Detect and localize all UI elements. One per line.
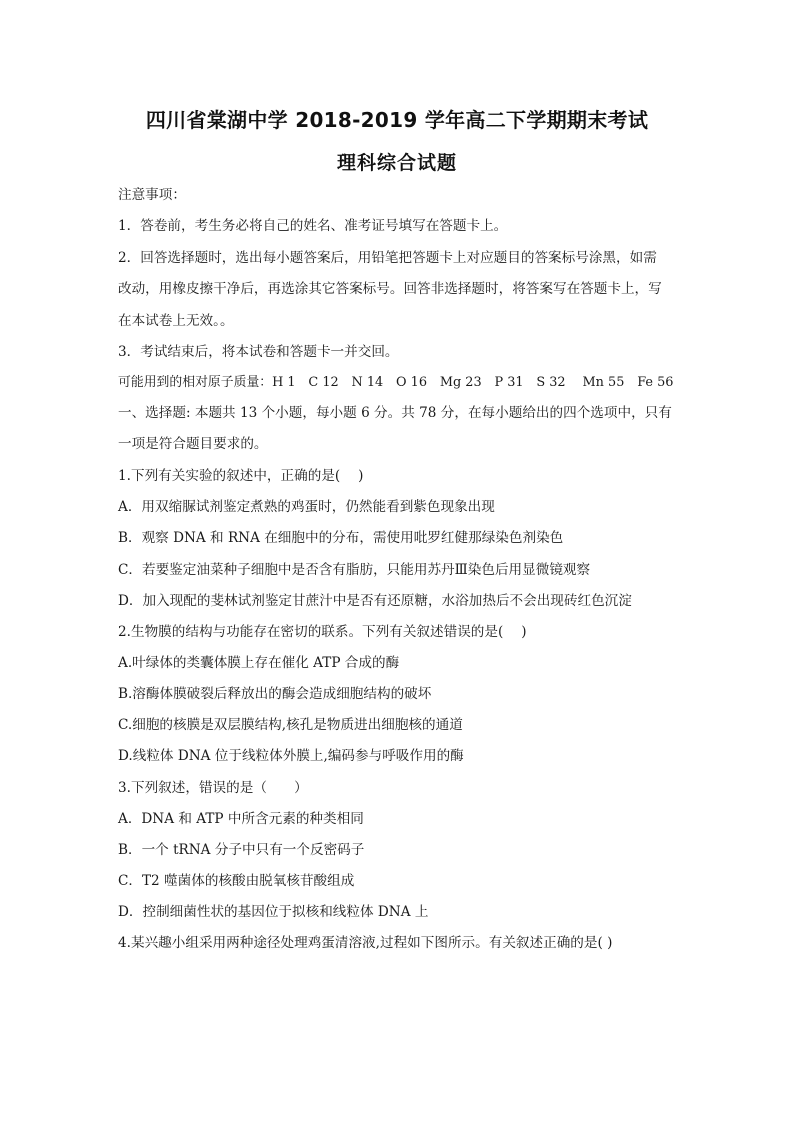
question-2-stem: 2.生物膜的结构与功能存在密切的联系。下列有关叙述错误的是( ) (118, 624, 527, 640)
question-1-option-b: B．观察 DNA 和 RNA 在细胞中的分布，需使用吡罗红健那绿染色剂染色 (118, 530, 564, 546)
question-2-option-d: D.线粒体 DNA 位于线粒体外膜上,编码参与呼吸作用的酶 (118, 748, 464, 764)
section-1-instructions: 一、选择题: 本题共 13 个小题，每小题 6 分。共 78 分，在每小题给出的四个选项中，只有 (118, 405, 672, 421)
question-3-stem: 3.下列叙述，错误的是（ ） (118, 780, 308, 796)
question-2-option-b: B.溶酶体膜破裂后释放出的酶会造成细胞结构的破坏 (118, 686, 432, 702)
question-3-option-d: D．控制细菌性状的基因位于拟核和线粒体 DNA 上 (118, 904, 429, 920)
question-1-option-c: C．若要鉴定油菜种子细胞中是否含有脂肪，只能用苏丹Ⅲ染色后用显微镜观察 (118, 562, 591, 578)
notice-item-2-line-3: 在本试卷上无效。。 (118, 313, 234, 329)
exam-title: 四川省棠湖中学 2018-2019 学年高二下学期期末考试 (145, 108, 649, 132)
notice-item-2-line-1: 2．回答选择题时，选出每小题答案后，用铅笔把答题卡上对应题目的答案标号涂黑，如需 (118, 250, 657, 266)
question-2-option-a: A.叶绿体的类囊体膜上存在催化 ATP 合成的酶 (118, 655, 400, 671)
notice-item-1: 1．答卷前，考生务必将自己的姓名、准考证号填写在答题卡上。 (118, 218, 508, 234)
atomic-masses: 可能用到的相对原子质量：H 1 C 12 N 14 O 16 Mg 23 P 31 S 32 Mn 55 Fe 56 (118, 375, 674, 390)
question-3-option-a: A．DNA 和 ATP 中所含元素的种类相同 (118, 811, 364, 827)
question-1-stem: 1.下列有关实验的叙述中，正确的是( ) (118, 468, 364, 484)
question-3-option-b: B．一个 tRNA 分子中只有一个反密码子 (118, 842, 365, 858)
exam-subtitle: 理科综合试题 (336, 152, 457, 174)
notice-item-3: 3．考试结束后，将本试卷和答题卡一并交回。 (118, 344, 399, 360)
question-4-stem: 4.某兴趣小组采用两种途径处理鸡蛋清溶液,过程如下图所示。有关叙述正确的是( ) (118, 935, 613, 951)
question-1-option-a: A．用双缩脲试剂鉴定煮熟的鸡蛋时，仍然能看到紫色现象出现 (118, 499, 495, 515)
question-1-option-d: D．加入现配的斐林试剂鉴定甘蔗汁中是否有还原糖，水浴加热后不会出现砖红色沉淀 (118, 593, 632, 609)
notice-heading: 注意事项： (118, 187, 186, 203)
question-2-option-c: C.细胞的核膜是双层膜结构,核孔是物质进出细胞核的通道 (118, 717, 463, 733)
notice-item-2-line-2: 改动，用橡皮擦干净后，再选涂其它答案标号。回答非选择题时，将答案写在答题卡上，写 (118, 281, 662, 297)
question-3-option-c: C．T2 噬菌体的核酸由脱氧核苷酸组成 (118, 873, 355, 889)
section-1-instructions-cont: 一项是符合题目要求的。 (118, 436, 268, 452)
